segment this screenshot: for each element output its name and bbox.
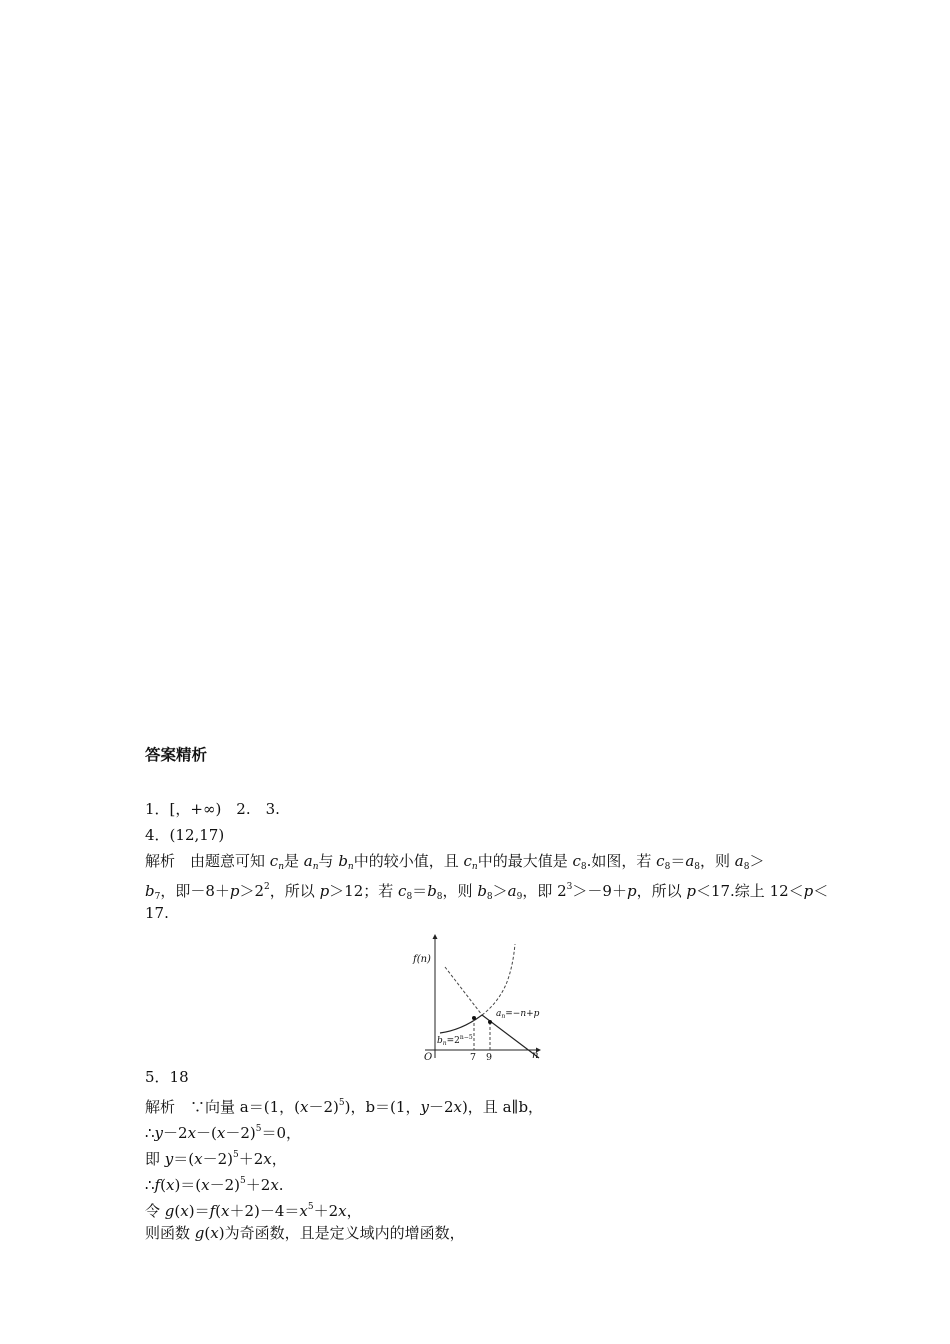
analysis-4-line-3: 17. bbox=[145, 904, 169, 922]
a-n-label: $a_n=-n+p$ bbox=[496, 1009, 540, 1020]
b-n-label: $b_n=2^{n-5}$ bbox=[437, 1034, 473, 1047]
section-title: 答案精析 bbox=[145, 746, 208, 764]
analysis-label: 解析 bbox=[145, 1098, 176, 1116]
exponential-curve-dashed bbox=[482, 944, 515, 1015]
analysis-5-line-4: $\therefore f(x)=(x-2)^5+2x$. bbox=[145, 1176, 284, 1194]
point-n9 bbox=[488, 1020, 492, 1024]
answer-analysis-section bbox=[145, 744, 829, 1246]
sequence-graph-figure bbox=[407, 930, 547, 1062]
sequence-graph bbox=[407, 930, 547, 1062]
origin-label: O bbox=[424, 1052, 433, 1062]
analysis-4-line-1: 解析 由题意可知 $c_n$是 $a_n$与 $b_n$中的较小值，且 $c_n$中的最大值是 $c_8$.如图，若 $c_8=a_8$，则 $a_8>$ bbox=[145, 852, 765, 872]
analysis-5-line-1: 解析 ∵向量 a＝(1，$(x-2)^5$)，b＝(1，y－2x)，且 a∥b， bbox=[145, 1098, 544, 1116]
point-n7 bbox=[472, 1016, 476, 1020]
figure-container bbox=[145, 926, 825, 1064]
x-axis-label: n bbox=[532, 1050, 539, 1061]
analysis-5-line-6: 则函数 g(x)为奇函数，且是定义域内的增函数， bbox=[145, 1224, 465, 1242]
answer-line-4: 4．(12,17) bbox=[145, 826, 225, 844]
analysis-5-line-3: 即 $y=(x-2)^5+2x$， bbox=[145, 1150, 287, 1168]
linear-line-dashed bbox=[445, 967, 482, 1015]
answer-line-1: 1．[，+∞) 2. 3. bbox=[145, 800, 280, 818]
analysis-label: 解析 bbox=[145, 852, 176, 870]
y-axis-label: f(n) bbox=[413, 954, 431, 965]
analysis-5-line-2: $\therefore y-2x-(x-2)^5=0$， bbox=[145, 1124, 302, 1142]
answer-line-5: 5．18 bbox=[145, 1068, 189, 1086]
analysis-5-line-5: 令 $g(x)=f(x+2)-4=x^5+2x$， bbox=[145, 1202, 362, 1220]
analysis-4-line-2: $b_7$，即$-8+p>2^2$，所以 p＞12；若 $c_8=b_8$，则 $b_8>a_9$，即 $2^3>-9+p$，所以 p＜17.综上 12＜p＜ bbox=[145, 882, 829, 902]
tick-label-7: 7 bbox=[470, 1052, 477, 1062]
tick-label-9: 9 bbox=[486, 1052, 493, 1062]
